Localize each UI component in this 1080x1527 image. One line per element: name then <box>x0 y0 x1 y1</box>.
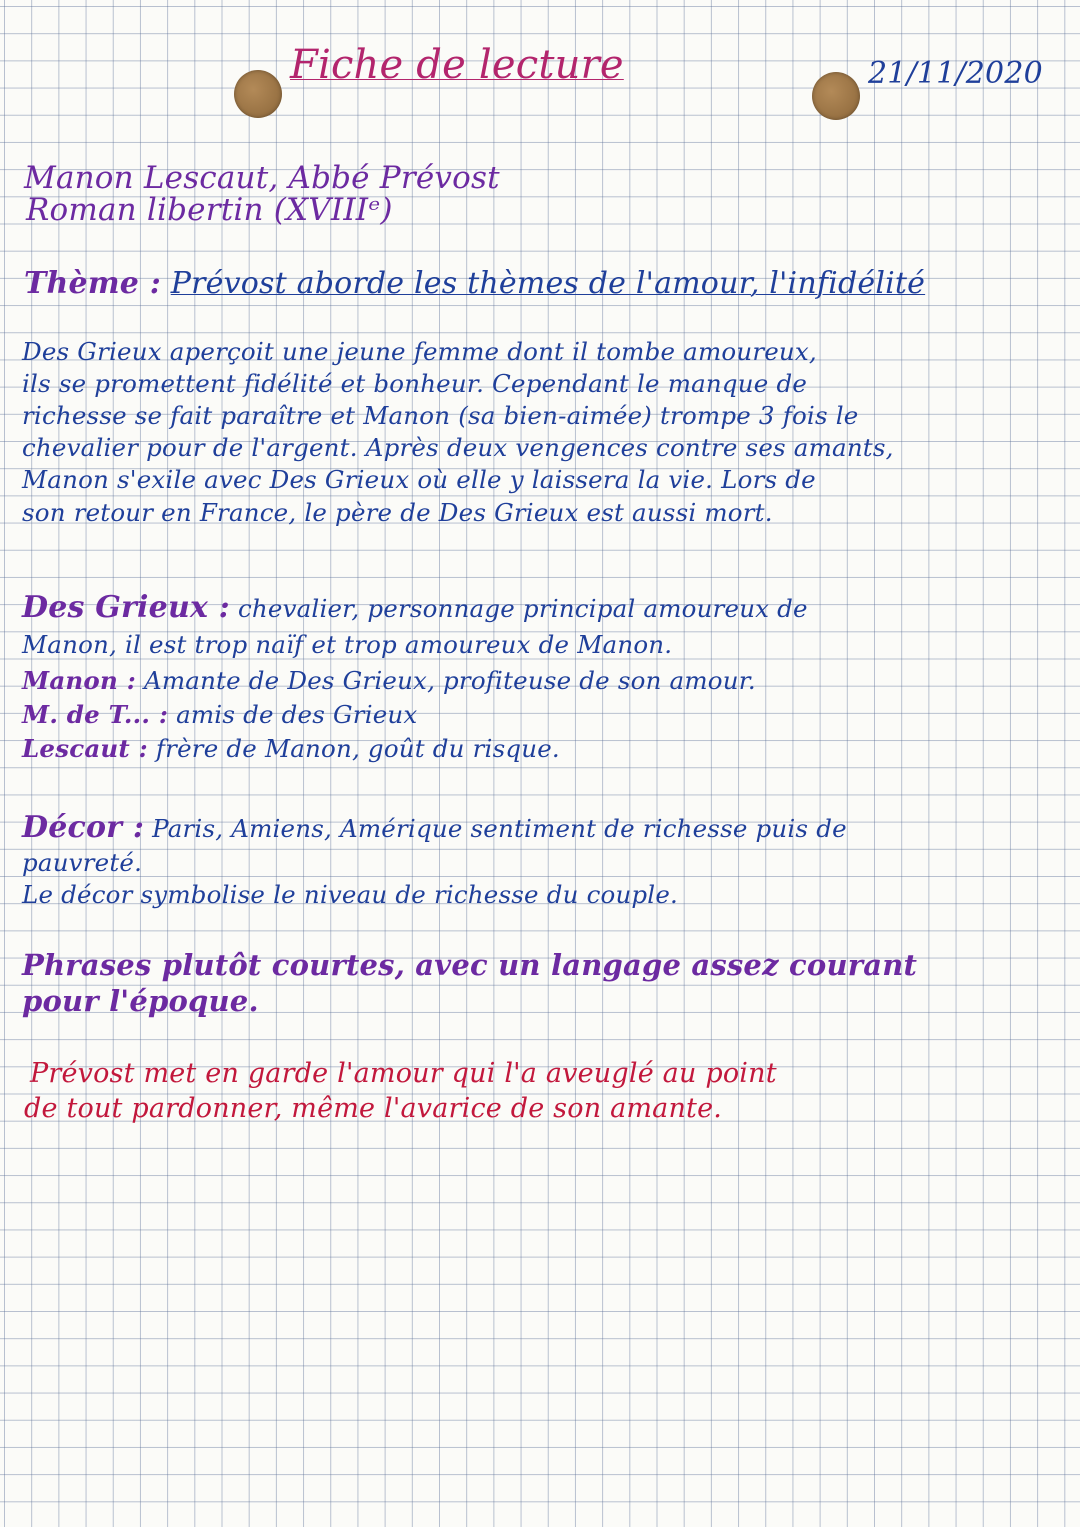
character-des-grieux <box>22 590 808 625</box>
theme-line <box>24 266 925 301</box>
character-description: amis de des Grieux <box>176 700 418 729</box>
theme-text: Prévost aborde les thèmes de l'amour, l'infidélité <box>170 266 926 301</box>
date: 21/11/2020 <box>868 56 1043 91</box>
book-genre: Roman libertin (XVIIIᵉ) <box>26 192 393 228</box>
decor-line-3: Le décor symbolise le niveau de richesse du couple. <box>22 880 679 909</box>
page-title: Fiche de lecture <box>290 42 624 88</box>
character-des-grieux-cont: Manon, il est trop naïf et trop amoureux de Manon. <box>22 630 673 659</box>
summary-line-4: chevalier pour de l'argent. Après deux vengences contre ses amants, <box>22 433 894 462</box>
summary-line-6: son retour en France, le père de Des Grieux est aussi mort. <box>22 498 773 527</box>
summary-line-5: Manon s'exile avec Des Grieux où elle y laissera la vie. Lors de <box>22 465 816 494</box>
character-name: Des Grieux : <box>22 590 230 625</box>
theme-label: Thème : <box>24 266 161 301</box>
conclusion-line-2: de tout pardonner, même l'avarice de son amante. <box>24 1093 723 1124</box>
decor-text: Paris, Amiens, Amérique sentiment de richesse puis de <box>152 814 847 843</box>
summary-line-3: richesse se fait paraître et Manon (sa bien-aimée) trompe 3 fois le <box>22 401 859 430</box>
punch-hole-right <box>812 72 860 120</box>
style-line-2: pour l'époque. <box>22 984 259 1018</box>
character-description: Amante de Des Grieux, profiteuse de son amour. <box>143 666 756 695</box>
character-m-de-t <box>22 700 417 729</box>
character-description: frère de Manon, goût du risque. <box>155 734 560 763</box>
character-name: M. de T... : <box>22 700 169 729</box>
conclusion-line-1: Prévost met en garde l'amour qui l'a aveuglé au point <box>30 1058 777 1089</box>
decor-label: Décor : <box>22 810 145 845</box>
decor-line-1 <box>22 810 847 845</box>
character-lescaut <box>22 734 560 763</box>
character-description: chevalier, personnage principal amoureux de <box>237 594 808 623</box>
character-manon <box>22 666 756 695</box>
character-name: Manon : <box>22 666 136 695</box>
summary-line-1: Des Grieux aperçoit une jeune femme dont il tombe amoureux, <box>22 337 817 366</box>
style-line-1: Phrases plutôt courtes, avec un langage assez courant <box>22 948 918 982</box>
decor-line-2: pauvreté. <box>22 848 143 877</box>
book-title-author: Manon Lescaut, Abbé Prévost <box>24 160 500 196</box>
character-name: Lescaut : <box>22 734 148 763</box>
punch-hole-left <box>234 70 282 118</box>
summary-line-2: ils se promettent fidélité et bonheur. Cependant le manque de <box>22 369 808 398</box>
